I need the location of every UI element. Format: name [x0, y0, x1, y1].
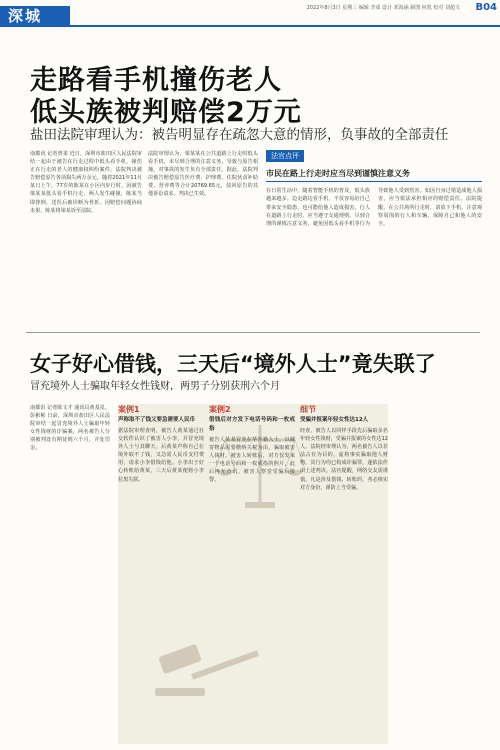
article1-headline-line1: 走路看手机撞伤老人 — [30, 65, 282, 96]
article2-body-col1: 南都讯 记者陈文才 通讯员黄基星、彭彬彬 日前，深圳市盐田区人民法院审结一起冒充境外人士骗取年轻女性钱财的诈骗案，两名被告人分别被判处有期徒刑六个月，并处罚金。 — [30, 405, 110, 452]
case1-subheading: 声称取不了钱又要急需要人民币 — [118, 417, 196, 423]
header-rule — [0, 25, 500, 27]
detail-block — [300, 404, 388, 744]
article1-body-col1: 南都讯 记者曾柔 近日，深圳市盐田区人民法院审结一起由于被告在行走过程中低头看手机，撞伤正在行走的老人的健康权纠纷案件。法院判决被告赔偿原告各项损失两万余元。随着2021年11月某日上午，77岁的陈某在小区内步行时，因被告梁某某低头看手机行走，两人发生碰撞，陈某当即摔倒，送医后被诊断为骨折。因赔偿问题协商未果，陈某将梁某诉至法院。 — [30, 151, 142, 214]
page-header — [0, 0, 500, 26]
case2-body: 被告人某某冒充在华外籍人士，以邮寄物品需要缴纳关税为由，骗取被害人钱财。被害人转账后，对方仅发来一个电话号码和一枚戒指的照片，此后再无音讯。被害人察觉受骗后报警。 — [209, 437, 295, 484]
detail-subheading: 受骗并报案年轻女性达12人 — [300, 417, 369, 423]
case2-heading: 案例2 — [209, 405, 231, 414]
article2-subheadline: 冒充境外人士骗取年轻女性钱财，两男子分别获刑六个月 — [30, 381, 280, 392]
judge-comment-box — [266, 150, 482, 318]
judge-comment-body: 在日常生活中，随着智能手机的普及，低头族越来越多。边走路边看手机，不仅容易给自己带来安全隐患，也可能给他人造成损害。行人在道路上行走时，应当遵守交通规则，尽到合理的谨慎注意义务，避免因低头看手机等行为导致他人受到伤害。如因自身过错造成他人损害，应当依法承担相应的赔偿责任。法院提醒，在公共场所行走时，请放下手机，注意观察周围的行人和车辆，保障自己和他人的安全。 — [266, 188, 482, 228]
case1-body: 据法院审理查明，被告人黄某通过社交软件认识了被害人小李，并冒充境外人士与其聊天。后黄某声称自己在境外取不了钱，又急需人民币支付费用，请求小李借钱给他。小李出于好心转账给黄某，三天后黄某便将小李拉黑失联。 — [118, 428, 204, 483]
case2-subheading: 借钱后对方发下电话号码和一枚戒指 — [209, 417, 295, 432]
article1-headline-line2: 低头族被判赔偿2万元 — [30, 97, 302, 128]
case1-heading: 案例1 — [118, 405, 140, 414]
issue-meta: 2022年8月3日 星期三 编辑 李成 设计 邓海涵 制图 何凯 校对 刘超文 — [306, 5, 460, 11]
section-tag: 深城 — [0, 6, 70, 26]
detail-body: 经查，被告人以同样手段先后骗取多名年轻女性钱财，受骗并报案的女性达12人。法院经审理认为，两名被告人以非法占有为目的，虚构事实骗取他人财物，其行为均已构成诈骗罪，遂依法作出上述判决。法官提醒，网络交友需谨慎，凡是涉及借钱、转账的，务必核实对方身份，谨防上当受骗。 — [300, 428, 388, 491]
article1-subheadline: 盐田法院审理认为：被告明显存在疏忽大意的情形，负事故的全部责任 — [30, 127, 449, 143]
detail-heading: 细节 — [300, 405, 316, 414]
judge-comment-tag: 法官点评 — [266, 150, 304, 162]
case2-block — [209, 404, 295, 744]
page-code: B04 — [475, 2, 497, 13]
article1-body-col2: 法院审理认为，梁某某在公共道路上行走时低头看手机，未尽到合理的注意义务，导致与原告相撞，对事故的发生负有全部责任。据此，法院判决被告赔偿原告医疗费、护理费、住院伙食补助费、营养费等合计20769.65元，驳回原告的其他诉讼请求。判决已生效。 — [148, 151, 258, 198]
article2-headline: 女子好心借钱，三天后“境外人士”竟失联了 — [30, 352, 436, 376]
case1-block — [118, 404, 204, 744]
judge-comment-title: 市民在路上行走时应当尽到谨慎注意义务 — [266, 169, 410, 178]
article-divider — [26, 332, 480, 333]
judge-comment-rule — [266, 181, 482, 182]
